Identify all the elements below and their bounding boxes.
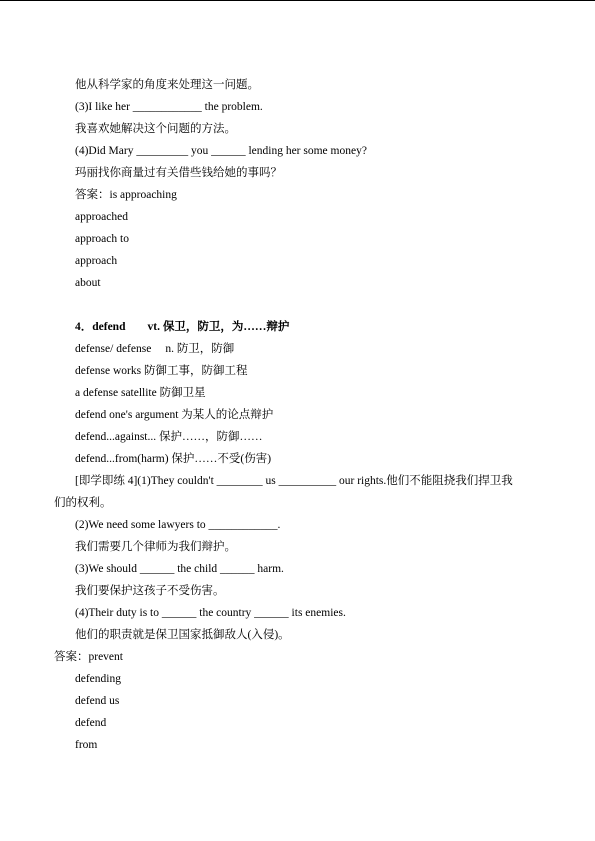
translation-line: 我喜欢她解决这个问题的方法。 xyxy=(75,123,236,135)
section-heading-definition: vt. 保卫，防卫，为……辩护 xyxy=(147,321,290,333)
exercise-item-4: (4)Did Mary _________ you ______ lending her some money? xyxy=(75,145,367,157)
definition-meaning: n. 防卫，防御 xyxy=(165,343,235,355)
answer-item: approached xyxy=(75,211,128,223)
practice-item-2: (2)We need some lawyers to ____________. xyxy=(75,519,281,531)
translation-line: 我们需要几个律师为我们辩护。 xyxy=(75,541,236,553)
exercise-item-3: (3)I like her ____________ the problem. xyxy=(75,101,263,113)
answer-item: defending xyxy=(75,673,121,685)
answer-label: 答案：prevent xyxy=(54,651,123,663)
answer-item: approach to xyxy=(75,233,129,245)
translation-line: 他们的职责就是保卫国家抵御敌人(入侵)。 xyxy=(75,629,290,641)
answer-item: from xyxy=(75,739,98,751)
translation-line: 他从科学家的角度来处理这一问题。 xyxy=(75,79,259,91)
practice-item-4: (4)Their duty is to ______ the country ______ its enemies. xyxy=(75,607,346,619)
section-heading-word: 4．defend xyxy=(75,321,126,333)
phrase-line: a defense satellite 防御卫星 xyxy=(75,387,206,399)
answer-item: about xyxy=(75,277,101,289)
answer-item: defend xyxy=(75,717,107,729)
phrase-line: defend...from(harm) 保护……不受(伤害) xyxy=(75,453,272,465)
practice-item-3: (3)We should ______ the child ______ harm. xyxy=(75,563,284,575)
practice-item-1: [即学即练 4](1)They couldn't ________ us __________ our rights.他们不能阻挠我们捍卫我 xyxy=(75,475,513,487)
translation-line: 我们要保护这孩子不受伤害。 xyxy=(75,585,225,597)
phrase-line: defend one's argument 为某人的论点辩护 xyxy=(75,409,274,421)
answer-item: defend us xyxy=(75,695,120,707)
answer-label: 答案：is approaching xyxy=(75,189,177,201)
answer-item: approach xyxy=(75,255,118,267)
phrase-line: defend...against... 保护……，防御…… xyxy=(75,431,263,443)
practice-item-1-continued: 们的权利。 xyxy=(54,497,112,509)
translation-line: 玛丽找你商量过有关借些钱给她的事吗？ xyxy=(75,167,282,179)
section-heading xyxy=(75,320,289,334)
definition-term: defense/ defense xyxy=(75,343,152,355)
definition-line xyxy=(75,342,234,356)
page-top-rule xyxy=(0,0,595,1)
phrase-line: defense works 防御工事，防御工程 xyxy=(75,365,248,377)
